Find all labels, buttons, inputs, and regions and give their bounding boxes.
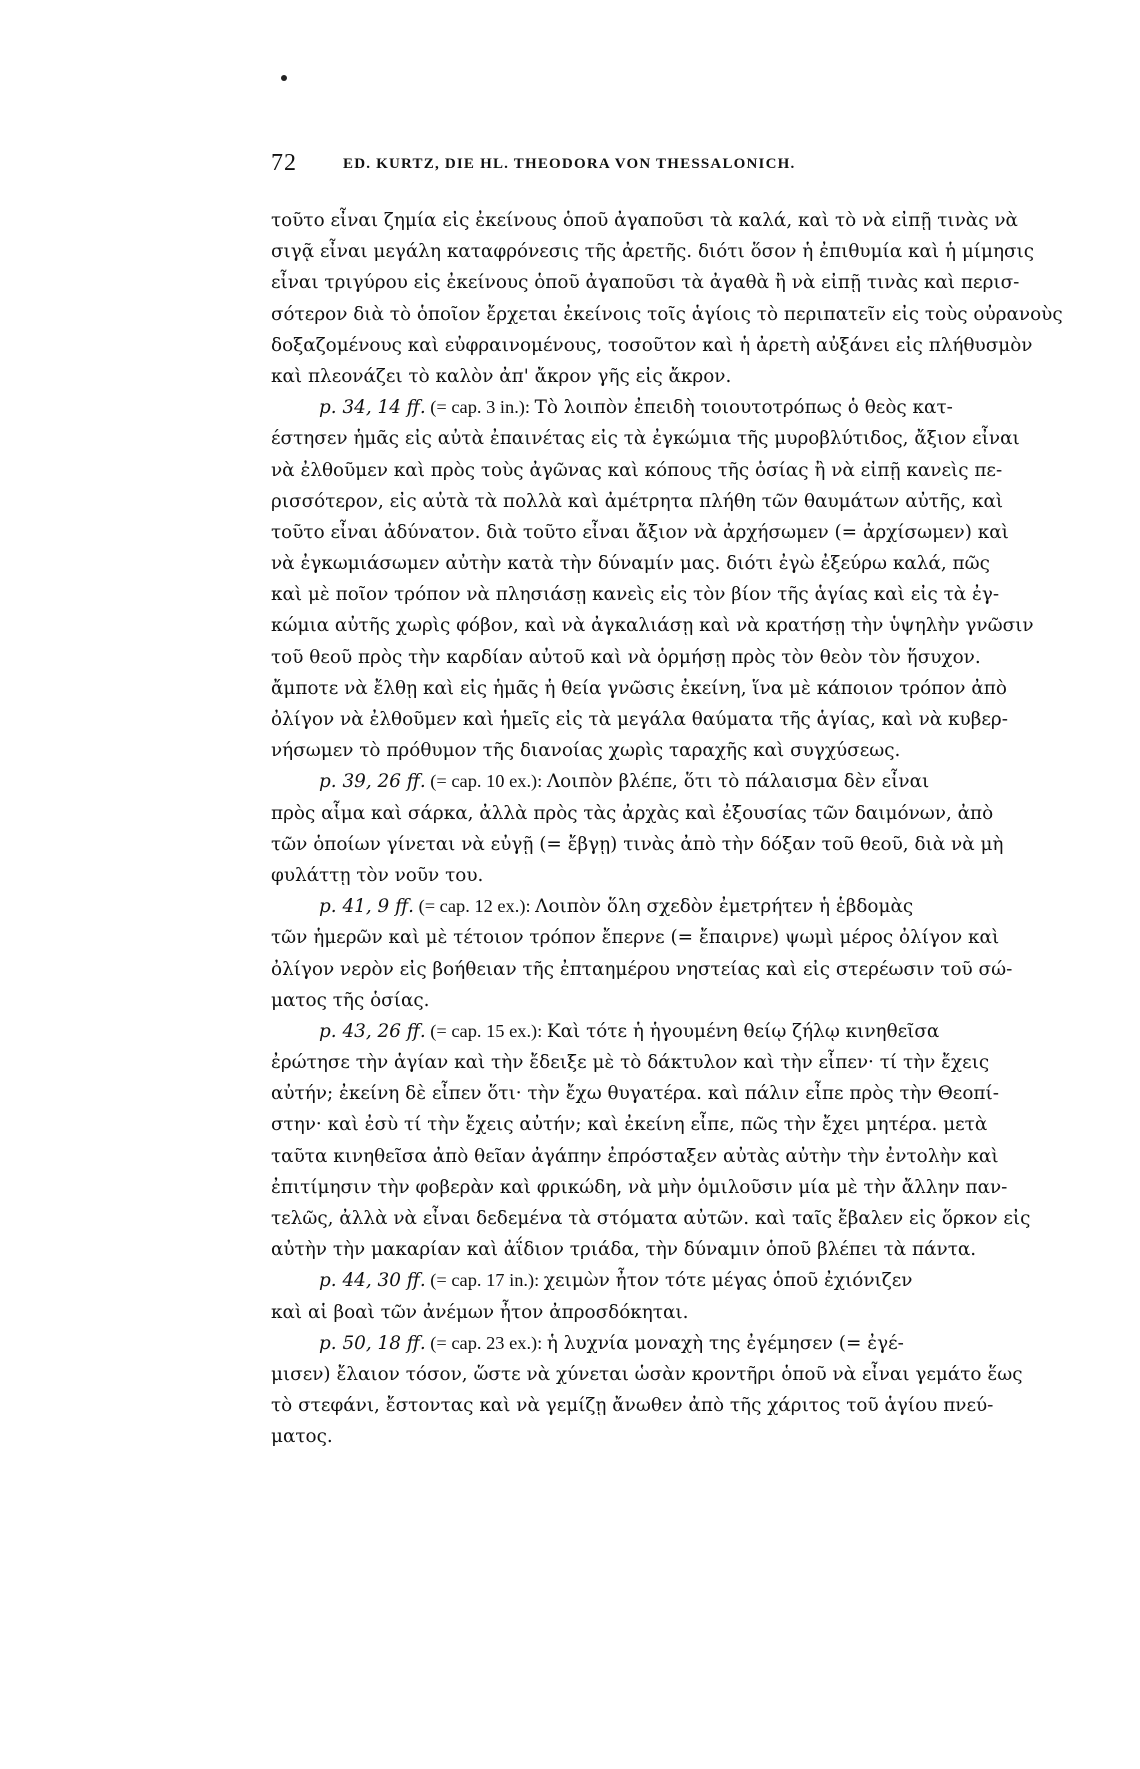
text-line bbox=[271, 330, 1033, 361]
line-text: καὶ μὲ ποῖον τρόπον νὰ πλησιάσῃ κανεὶς εἰς τὸν βίον τῆς ἁγίας καὶ εἰς τὰ ἐγ- bbox=[271, 584, 1000, 606]
text-line bbox=[271, 205, 1018, 236]
line-text: ἄμποτε νὰ ἔλθῃ καὶ εἰς ἡμᾶς ἡ θεία γνῶσις ἐκείνη, ἵνα μὲ κάποιον τρόπον ἀπὸ bbox=[271, 677, 1007, 699]
line-text: τοῦτο εἶναι ἀδύνατον. διὰ τοῦτο εἶναι ἄξιον νὰ ἀρχήσωμεν (= ἀρχίσωμεν) καὶ bbox=[271, 521, 1009, 543]
page-reference: p. 34, 14 ff. bbox=[319, 397, 426, 419]
text-line bbox=[271, 985, 897, 1016]
text-line bbox=[271, 642, 981, 673]
chapter-reference: (= cap. 3 in.): bbox=[425, 397, 535, 418]
text-line bbox=[271, 423, 1020, 454]
text-line bbox=[271, 548, 990, 579]
line-text: καὶ πλεονάζει τὸ καλὸν ἀπ' ἄκρον γῆς εἰς ἄκρον. bbox=[271, 365, 732, 387]
paragraph-start-line bbox=[271, 891, 914, 922]
page-reference: p. 43, 26 ff. bbox=[319, 1020, 426, 1042]
chapter-reference: (= cap. 10 ex.): bbox=[425, 771, 547, 792]
line-text: καὶ αἱ βοαὶ τῶν ἀνέμων ἦτον ἀπροσδόκηται. bbox=[271, 1301, 689, 1323]
text-line bbox=[271, 1203, 1031, 1234]
text-line bbox=[271, 1390, 994, 1421]
chapter-reference: (= cap. 15 ex.): bbox=[425, 1020, 547, 1041]
running-head: ED. KURTZ, DIE HL. THEODORA VON THESSALONICH. bbox=[343, 156, 796, 172]
line-text: τὸ στεφάνι, ἔστοντας καὶ νὰ γεμίζῃ ἄνωθεν ἀπὸ τῆς χάριτος τοῦ ἁγίου πνεύ- bbox=[271, 1395, 994, 1417]
line-text: τῶν ὁποίων γίνεται νὰ εὐγῇ (= ἔβγῃ) τινὰς ἀπὸ τὴν δόξαν τοῦ θεοῦ, διὰ νὰ μὴ bbox=[271, 833, 1004, 855]
line-text: σότερον διὰ τὸ ὁποῖον ἔρχεται ἐκείνοις τοῖς ἁγίοις τὸ περιπατεῖν εἰς τοὺς οὐρανοὺς bbox=[271, 303, 1063, 325]
body-text bbox=[271, 205, 1063, 1453]
text-line bbox=[271, 829, 1004, 860]
text-line bbox=[271, 486, 1004, 517]
line-text: ἡ λυχνία μοναχὴ της ἐγέμησεν (= ἐγέ- bbox=[546, 1332, 904, 1354]
line-text: σιγᾷ εἶναι μεγάλη καταφρόνεσις τῆς ἀρετῆς. διότι ὅσον ἡ ἐπιθυμία καὶ ἡ μίμησις bbox=[271, 241, 1035, 263]
text-line bbox=[271, 579, 1000, 610]
line-text: εἶναι τριγύρου εἰς ἐκείνους ὁποῦ ἀγαποῦσι τὰ ἀγαθὰ ἢ νὰ εἰπῇ τινὰς καὶ περισ- bbox=[271, 272, 1020, 294]
page-header bbox=[271, 150, 891, 180]
line-text: νὰ ἐλθοῦμεν καὶ πρὸς τοὺς ἀγῶνας καὶ κόπους τῆς ὁσίας ἢ νὰ εἰπῇ κανεὶς πε- bbox=[271, 459, 1003, 481]
line-text: νὰ ἐγκωμιάσωμεν αὐτὴν κατὰ τὴν δύναμίν μας. διότι ἐγὼ ἐξεύρω καλά, πῶς bbox=[271, 553, 990, 575]
text-line bbox=[271, 1234, 977, 1265]
line-text: ματος τῆς ὁσίας. bbox=[271, 989, 430, 1011]
line-text: αὐτὴν τὴν μακαρίαν καὶ ἀΐδιον τριάδα, τὴν δύναμιν ὁποῦ βλέπει τὰ πάντα. bbox=[271, 1239, 977, 1261]
text-line bbox=[271, 299, 1063, 330]
line-text: ματος. bbox=[271, 1426, 333, 1448]
chapter-reference: (= cap. 12 ex.): bbox=[413, 896, 536, 917]
line-text: ἐρώτησε τὴν ἁγίαν καὶ τὴν ἔδειξε μὲ τὸ δάκτυλον καὶ τὴν εἶπεν· τί τὴν ἔχεις bbox=[271, 1052, 990, 1074]
line-text: ρισσότερον, εἰς αὐτὰ τὰ πολλὰ καὶ ἀμέτρητα πλήθη τῶν θαυμάτων αὐτῆς, καὶ bbox=[271, 490, 1004, 512]
text-line bbox=[271, 361, 897, 392]
text-line bbox=[271, 610, 1034, 641]
paragraph-start-line bbox=[271, 1265, 913, 1296]
text-line bbox=[271, 673, 1007, 704]
line-text: Καὶ τότε ἡ ἡγουμένη θείῳ ζήλῳ κινηθεῖσα bbox=[546, 1020, 940, 1042]
text-line bbox=[271, 455, 1003, 486]
line-text: έστησεν ἡμᾶς εἰς αὐτὰ ἐπαινέτας εἰς τὰ ἐγκώμια τῆς μυροβλύτιδος, ἄξιον εἶναι bbox=[271, 428, 1020, 450]
page-reference: p. 39, 26 ff. bbox=[319, 771, 426, 793]
text-line bbox=[271, 735, 901, 766]
line-text: χειμὼν ἦτον τότε μέγας ὁποῦ ἐχιόνιζεν bbox=[543, 1270, 913, 1292]
page-reference: p. 41, 9 ff. bbox=[319, 896, 414, 918]
line-text: δοξαζομένους καὶ εὐφραινομένους, τοσοῦτον καὶ ἡ ἀρετὴ αὐξάνει εἰς πλήθυσμὸν bbox=[271, 334, 1033, 356]
text-line bbox=[271, 236, 1035, 267]
line-text: ἐπιτίμησιν τὴν φοβερὰν καὶ φρικώδη, νὰ μὴν ὁμιλοῦσιν μία μὲ τὴν ἄλλην παν- bbox=[271, 1176, 1008, 1198]
text-line bbox=[271, 704, 1008, 735]
text-line bbox=[271, 1047, 990, 1078]
chapter-reference: (= cap. 23 ex.): bbox=[425, 1332, 547, 1353]
stray-dot-mark bbox=[281, 75, 287, 81]
page-reference: p. 44, 30 ff. bbox=[319, 1270, 426, 1292]
page-number: 72 bbox=[271, 150, 297, 176]
line-text: Τὸ λοιπὸν ἐπειδὴ τοιουτοτρόπως ὁ θεὸς κατ- bbox=[534, 397, 953, 419]
paragraph-start-line bbox=[271, 766, 930, 797]
text-line bbox=[271, 1172, 1008, 1203]
line-text: Λοιπὸν ὅλη σχεδὸν ἐμετρήτεν ἡ ἑβδομὰς bbox=[535, 896, 914, 918]
line-text: τῶν ἡμερῶν καὶ μὲ τέτοιον τρόπον ἔπερνε (= ἔπαιρνε) ψωμὶ μέρος ὀλίγον καὶ bbox=[271, 927, 1000, 949]
text-line bbox=[271, 922, 1000, 953]
line-text: τοῦτο εἶναι ζημία εἰς ἐκείνους ὁποῦ ἀγαποῦσι τὰ καλά, καὶ τὸ νὰ εἰπῇ τινὰς νὰ bbox=[271, 210, 1018, 231]
text-line bbox=[271, 860, 897, 891]
line-text: πρὸς αἷμα καὶ σάρκα, ἀλλὰ πρὸς τὰς ἀρχὰς καὶ ἐξουσίας τῶν δαιμόνων, ἀπὸ bbox=[271, 802, 994, 824]
line-text: ταῦτα κινηθεῖσα ἀπὸ θεῖαν ἀγάπην ἐπρόσταξεν αὐτὰς αὐτὴν τὴν ἐντολὴν καὶ bbox=[271, 1145, 999, 1167]
text-line bbox=[271, 954, 1013, 985]
chapter-reference: (= cap. 17 in.): bbox=[425, 1270, 544, 1291]
text-line bbox=[271, 267, 1020, 298]
line-text: κώμια αὐτῆς χωρὶς φόβον, καὶ νὰ ἀγκαλιάσῃ καὶ νὰ κρατήσῃ τὴν ὑψηλὴν γνῶσιν bbox=[271, 615, 1034, 637]
paragraph-start-line bbox=[271, 1016, 940, 1047]
text-line bbox=[271, 1359, 1023, 1390]
line-text: μισεν) ἔλαιον τόσον, ὥστε νὰ χύνεται ὡσὰν κροντῆρι ὁποῦ νὰ εἶναι γεμάτο ἕως bbox=[271, 1363, 1023, 1385]
text-line bbox=[271, 1078, 999, 1109]
paragraph-start-line bbox=[271, 1328, 904, 1359]
line-text: Λοιπὸν βλέπε, ὅτι τὸ πάλαισμα δὲν εἶναι bbox=[546, 771, 930, 793]
page-reference: p. 50, 18 ff. bbox=[319, 1332, 426, 1354]
text-line bbox=[271, 798, 994, 829]
line-text: φυλάττῃ τὸν νοῦν του. bbox=[271, 864, 484, 886]
text-line bbox=[271, 1141, 999, 1172]
text-line bbox=[271, 1109, 988, 1140]
line-text: νήσωμεν τὸ πρόθυμον τῆς διανοίας χωρὶς ταραχῆς καὶ συγχύσεως. bbox=[271, 740, 901, 762]
text-line bbox=[271, 1297, 897, 1328]
line-text: στην· καὶ ἐσὺ τί τὴν ἔχεις αὐτήν; καὶ ἐκείνη εἶπε, πῶς τὴν ἔχει μητέρα. μετὰ bbox=[271, 1114, 988, 1136]
line-text: τελῶς, ἀλλὰ νὰ εἶναι δεδεμένα τὰ στόματα αὐτῶν. καὶ ταῖς ἔβαλεν εἰς ὅρκον εἰς bbox=[271, 1208, 1031, 1229]
text-line bbox=[271, 517, 1009, 548]
line-text: ὀλίγον νερὸν εἰς βοήθειαν τῆς ἐπταημέρου νηστείας καὶ εἰς στερέωσιν τοῦ σώ- bbox=[271, 958, 1013, 980]
line-text: αὐτήν; ἐκείνη δὲ εἶπεν ὅτι· τὴν ἔχω θυγατέρα. καὶ πάλιν εἶπε πρὸς τὴν Θεοπί- bbox=[271, 1083, 999, 1105]
paragraph-start-line bbox=[271, 392, 953, 423]
line-text: ὀλίγον νὰ ἐλθοῦμεν καὶ ἡμεῖς εἰς τὰ μεγάλα θαύματα τῆς ἁγίας, καὶ νὰ κυβερ- bbox=[271, 709, 1008, 730]
text-line bbox=[271, 1421, 897, 1452]
line-text: τοῦ θεοῦ πρὸς τὴν καρδίαν αὐτοῦ καὶ νὰ ὁρμήσῃ πρὸς τὸν θεὸν τὸν ἥσυχον. bbox=[271, 646, 981, 668]
